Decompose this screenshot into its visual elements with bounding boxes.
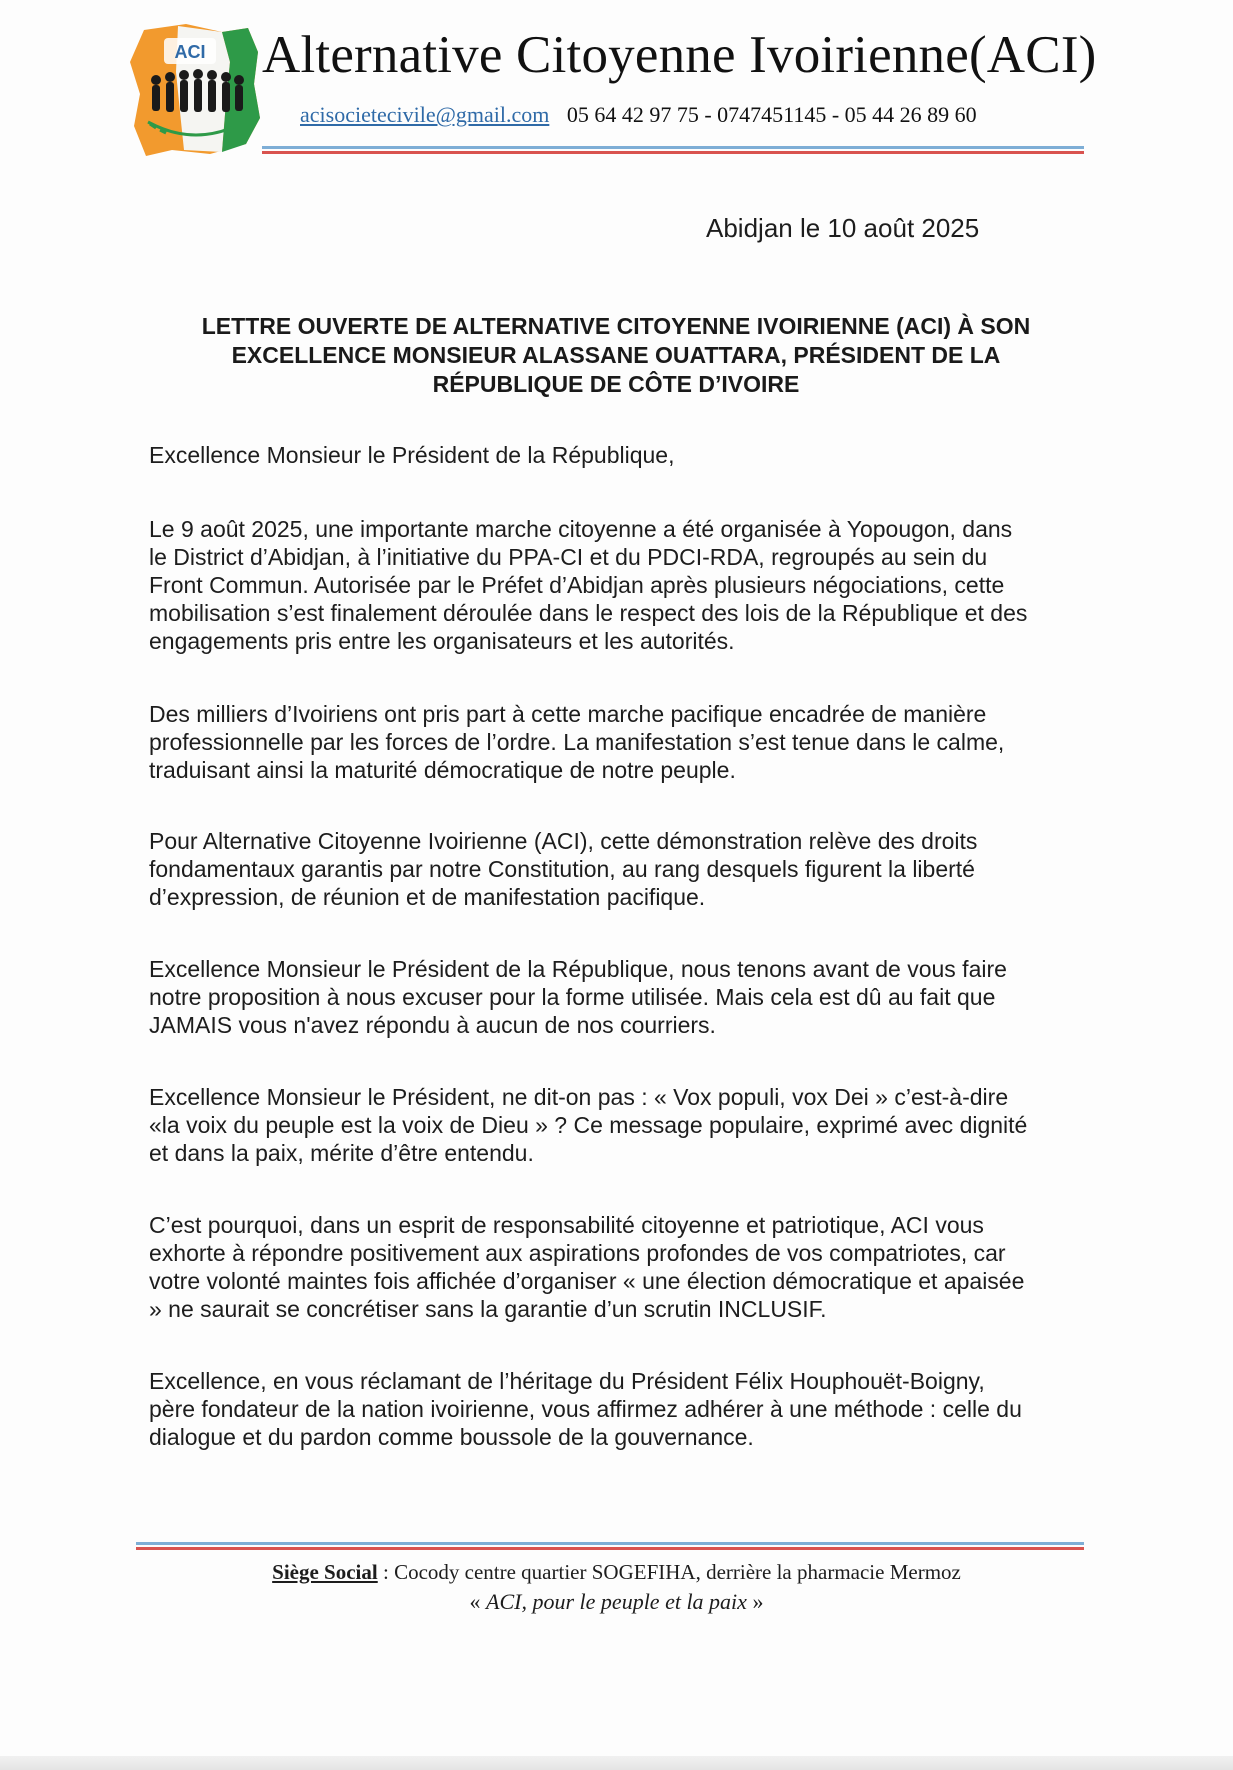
paragraph-line: traduisant ainsi la maturité démocratique de notre peuple. — [149, 757, 736, 783]
paragraph-line: exhorte à répondre positivement aux aspirations profondes de vos compatriotes, car — [149, 1240, 1006, 1266]
paragraph-line: le District d’Abidjan, à l’initiative du PPA-CI et du PDCI-RDA, regroupés au sein du — [149, 544, 988, 570]
footer-divider — [136, 1542, 1084, 1545]
paragraph-peaceful-march — [149, 700, 1069, 784]
paragraph-line: Excellence, en vous réclamant de l’héritage du Président Félix Houphouët-Boigny, — [149, 1368, 985, 1394]
scan-edge — [0, 1756, 1233, 1770]
address-label: Siège Social — [272, 1560, 378, 1584]
title-line: RÉPUBLIQUE DE CÔTE D’IVOIRE — [432, 371, 800, 397]
motto-open-quote: « — [469, 1589, 487, 1614]
paragraph-heritage — [149, 1367, 1069, 1451]
cote-divoire-map-logo-icon — [126, 22, 266, 157]
aci-logo — [126, 22, 266, 157]
motto-text: ACI, pour le peuple et la paix — [486, 1589, 747, 1614]
paragraph-march — [149, 515, 1069, 655]
paragraph-line: notre proposition à nous excuser pour la forme utilisée. Mais cela est dû au fait que — [149, 984, 996, 1010]
paragraph-exhortation — [149, 1211, 1069, 1323]
paragraph-line: C’est pourquoi, dans un esprit de responsabilité citoyenne et patriotique, ACI vous — [149, 1212, 984, 1238]
paragraph-line: dialogue et du pardon comme boussole de la gouvernance. — [149, 1424, 754, 1450]
organization-name: Alternative Citoyenne Ivoirienne(ACI) — [262, 26, 1097, 84]
contact-line — [300, 100, 977, 130]
letter-title — [146, 312, 1086, 399]
paragraph-line: Front Commun. Autorisée par le Préfet d’Abidjan après plusieurs négociations, cette — [149, 572, 1005, 598]
letter-date: Abidjan le 10 août 2025 — [706, 213, 980, 243]
paragraph-line: » ne saurait se concrétiser sans la garantie d’un scrutin INCLUSIF. — [149, 1296, 827, 1322]
paragraph-rights — [149, 827, 1069, 911]
footer-address — [0, 1558, 1233, 1586]
paragraph-line: fondamentaux garantis par notre Constitution, au rang desquels figurent la liberté — [149, 856, 975, 882]
paragraph-line: mobilisation s’est finalement déroulée dans le respect des lois de la République et des — [149, 600, 1028, 626]
paragraph-line: Pour Alternative Citoyenne Ivoirienne (ACI), cette démonstration relève des droits — [149, 828, 978, 854]
paragraph-line: père fondateur de la nation ivoirienne, vous affirmez adhérer à une méthode : celle du — [149, 1396, 1022, 1422]
paragraph-line: Le 9 août 2025, une importante marche citoyenne a été organisée à Yopougon, dans — [149, 516, 1013, 542]
paragraph-line: d’expression, de réunion et de manifestation pacifique. — [149, 884, 706, 910]
paragraph-line: votre volonté maintes fois affichée d’organiser « une élection démocratique et apaisée — [149, 1268, 1025, 1294]
paragraph-line: et dans la paix, mérite d’être entendu. — [149, 1140, 534, 1166]
footer-motto — [0, 1588, 1233, 1616]
salutation — [149, 441, 1069, 469]
paragraph-line: Excellence Monsieur le Président, ne dit-on pas : « Vox populi, vox Dei » c’est-à-dire — [149, 1084, 1009, 1110]
paragraph-apology — [149, 955, 1069, 1039]
address-text: : Cocody centre quartier SOGEFIHA, derrière la pharmacie Mermoz — [377, 1560, 961, 1584]
title-line: LETTRE OUVERTE DE ALTERNATIVE CITOYENNE IVOIRIENNE (ACI) À SON — [201, 313, 1031, 339]
paragraph-line: Excellence Monsieur le Président de la République, nous tenons avant de vous faire — [149, 956, 1007, 982]
paragraph-vox-populi — [149, 1083, 1069, 1167]
salutation-text: Excellence Monsieur le Président de la République, — [149, 442, 675, 468]
paragraph-line: JAMAIS vous n'avez répondu à aucun de nos courriers. — [149, 1012, 716, 1038]
email-link[interactable]: acisocietecivile@gmail.com — [300, 102, 550, 127]
paragraph-line: «la voix du peuple est la voix de Dieu » ? Ce message populaire, exprimé avec dignité — [149, 1112, 1028, 1138]
paragraph-line: engagements pris entre les organisateurs et les autorités. — [149, 628, 735, 654]
phone-numbers: 05 64 42 97 75 - 0747451145 - 05 44 26 89 60 — [566, 102, 977, 127]
paragraph-line: Des milliers d’Ivoiriens ont pris part à cette marche pacifique encadrée de manière — [149, 701, 987, 727]
svg-text:ACI: ACI — [174, 42, 206, 62]
motto-close-quote: » — [746, 1589, 764, 1614]
header-divider — [262, 146, 1084, 149]
title-line: EXCELLENCE MONSIEUR ALASSANE OUATTARA, PRÉSIDENT DE LA — [231, 342, 1001, 368]
paragraph-line: professionnelle par les forces de l’ordre. La manifestation s’est tenue dans le calme, — [149, 729, 1005, 755]
